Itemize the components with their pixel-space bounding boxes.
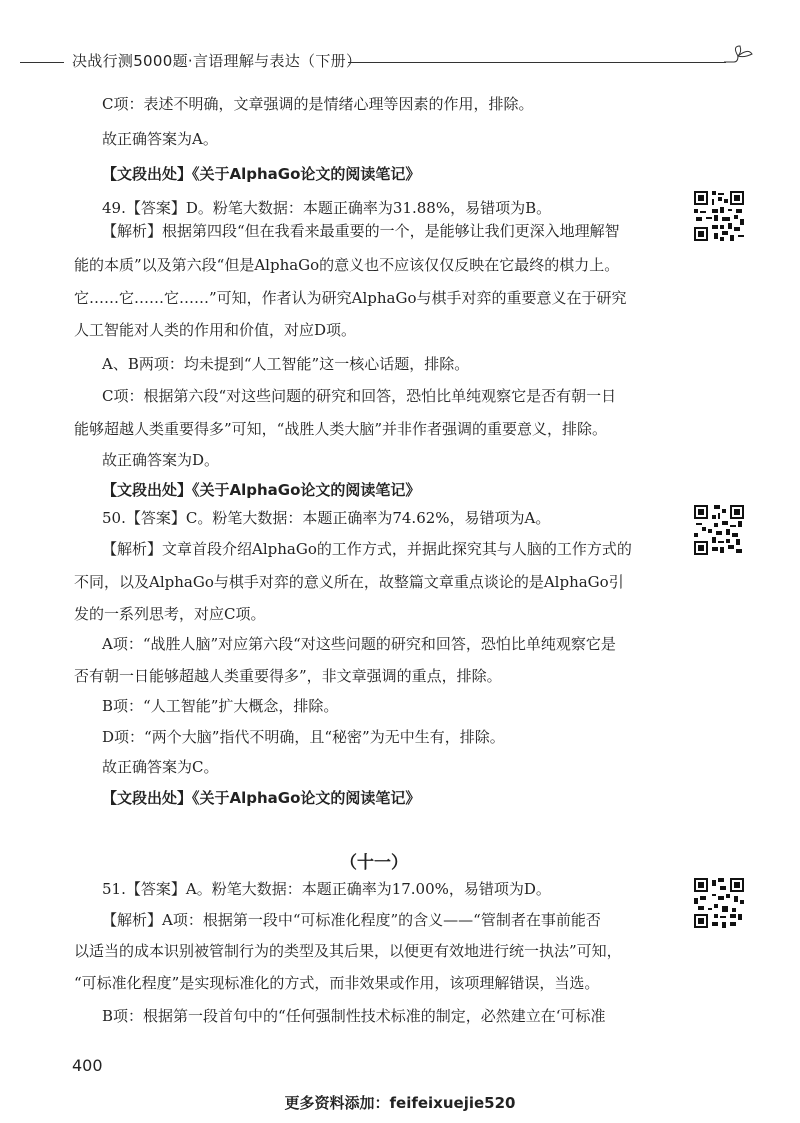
answer-line: 50.【答案】C。粉笔大数据：本题正确率为74.62%，易错项为A。 [102, 509, 551, 527]
answer-line: 49.【答案】D。粉笔大数据：本题正确率为31.88%，易错项为B。 [102, 199, 552, 217]
footer-note: 更多资料添加：feifeixuejie520 [284, 1094, 516, 1112]
source-line: 【文段出处】《关于AlphaGo论文的阅读笔记》 [102, 789, 421, 807]
text-line: 人工智能对人类的作用和价值，对应D项。 [74, 321, 357, 339]
text-line: B项：“人工智能”扩大概念，排除。 [102, 697, 339, 715]
text-line: C项：表述不明确，文章强调的是情绪心理等因素的作用，排除。 [102, 95, 534, 113]
explanation-line: 【解析】根据第四段“但在我看来最重要的一个，是能够让我们更深入地理解智 [102, 222, 620, 240]
text-line: 它……它……它……”可知，作者认为研究AlphaGo与棋手对弈的重要意义在于研究 [74, 289, 627, 307]
text-line: 故正确答案为C。 [102, 758, 219, 776]
text-line: 否有朝一日能够超越人类重要得多”，非文章强调的重点，排除。 [74, 667, 502, 685]
answer-line: 51.【答案】A。粉笔大数据：本题正确率为17.00%，易错项为D。 [102, 880, 551, 898]
text-line: 能的本质”以及第六段“但是AlphaGo的意义也不应该仅仅反映在它最终的棋力上。 [74, 256, 620, 274]
qr-code-icon [694, 191, 744, 241]
sprout-icon [724, 44, 754, 68]
page-number: 400 [72, 1056, 103, 1075]
text-line: 故正确答案为D。 [102, 451, 220, 469]
text-line: A、B两项：均未提到“人工智能”这一核心话题，排除。 [102, 355, 470, 373]
text-line: 发的一系列思考，对应C项。 [74, 605, 266, 623]
qr-code-icon [694, 878, 744, 928]
header-rule-left [20, 62, 64, 63]
text-line: D项：“两个大脑”指代不明确，且“秘密”为无中生有，排除。 [102, 728, 505, 746]
header-title: 决战行测5000题·言语理解与表达（下册） [72, 52, 362, 70]
text-line: 故正确答案为A。 [102, 130, 218, 148]
text-line: 以适当的成本识别被管制行为的类型及其后果，以便更有效地进行统一执法”可知， [74, 942, 622, 960]
page-header [0, 44, 800, 74]
text-line: B项：根据第一段首句中的“任何强制性技术标准的制定，必然建立在‘可标准 [102, 1007, 606, 1025]
text-line: “可标准化程度”是实现标准化的方式，而非效果或作用，该项理解错误，当选。 [74, 974, 600, 992]
text-line: 不同，以及AlphaGo与棋手对弈的意义所在，故整篇文章重点谈论的是AlphaGo引 [74, 573, 624, 591]
section-heading: （十一） [340, 853, 408, 873]
qr-code-icon [694, 505, 744, 555]
text-line: A项：“战胜人脑”对应第六段“对这些问题的研究和回答，恐怕比单纯观察它是 [102, 635, 616, 653]
source-line: 【文段出处】《关于AlphaGo论文的阅读笔记》 [102, 481, 421, 499]
source-line: 【文段出处】《关于AlphaGo论文的阅读笔记》 [102, 165, 421, 183]
header-rule-right [348, 62, 726, 63]
text-line: 能够超越人类重要得多”可知，“战胜人类大脑”并非作者强调的重要意义，排除。 [74, 420, 608, 438]
explanation-line: 【解析】A项：根据第一段中“可标准化程度”的含义——“管制者在事前能否 [102, 911, 601, 929]
explanation-line: 【解析】文章首段介绍AlphaGo的工作方式，并据此探究其与人脑的工作方式的 [102, 540, 632, 558]
text-line: C项：根据第六段“对这些问题的研究和回答，恐怕比单纯观察它是否有朝一日 [102, 387, 617, 405]
